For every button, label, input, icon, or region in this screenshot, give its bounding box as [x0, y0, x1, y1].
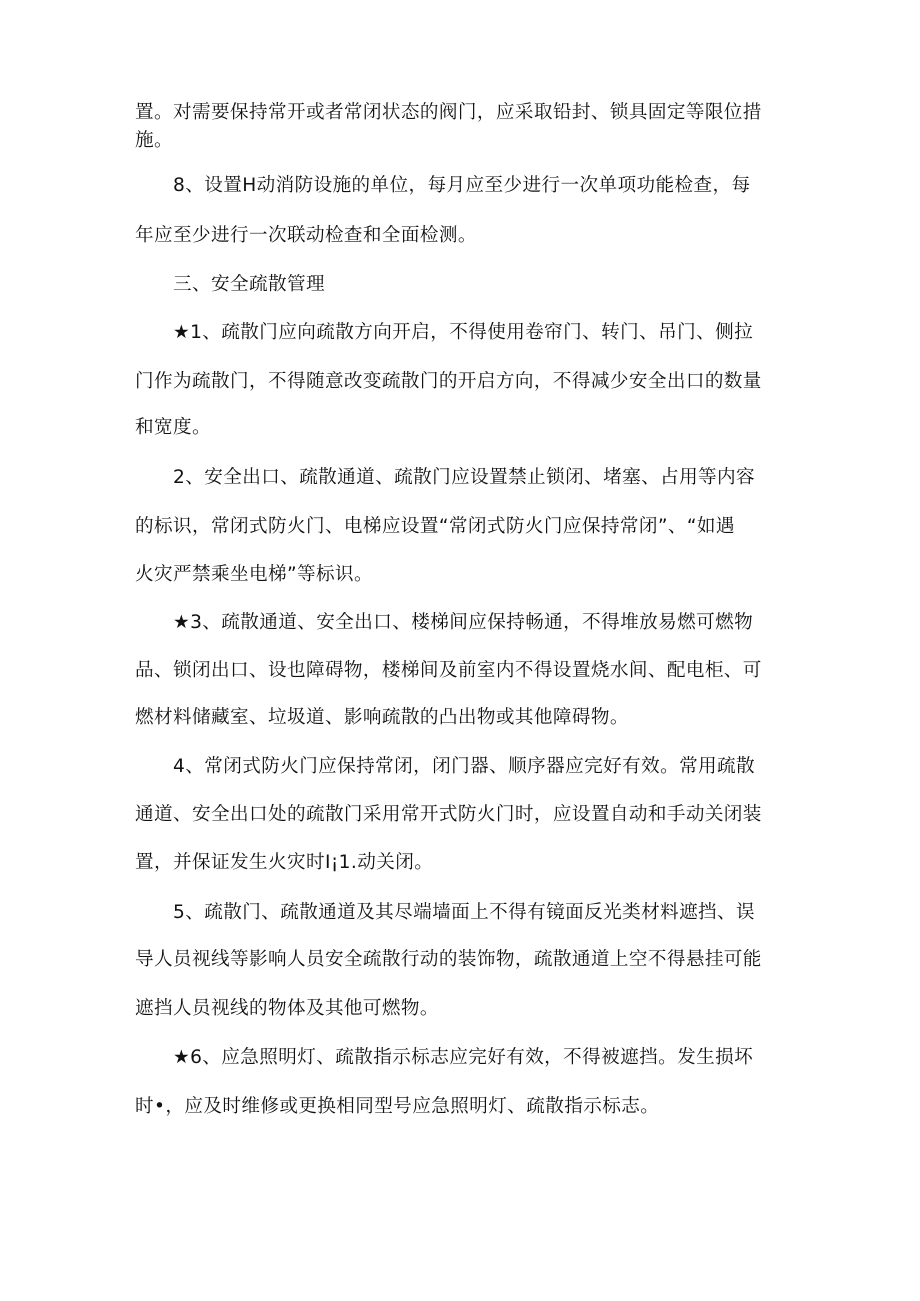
text-line: 燃材料储藏室、垃圾道、影响疏散的凸出物或其他障碍物。: [135, 707, 629, 728]
text-line: 遮挡人员视线的物体及其他可燃物。: [135, 998, 439, 1019]
text-line: 火灾严禁乘坐电梯”等标识。: [135, 564, 373, 585]
paragraph-5-line: 5、疏散门、疏散通道及其尽端墙面上不得有镜面反光类材料遮挡、误: [173, 902, 756, 923]
text-line: 置。对需要保持常开或者常闭状态的阀门，应采取铅封、锁具固定等限位措: [135, 102, 762, 123]
text-line: 置，并保证发生火灾时I¡1.动关闭。: [135, 852, 434, 873]
paragraph-8-line: 8、设置H动消防设施的单位，每月应至少进行一次单项功能检查，每: [173, 175, 751, 196]
text-line: 施。: [135, 130, 173, 151]
text-line: 和宽度。: [135, 417, 211, 438]
paragraph-2-line: 2、安全出口、疏散通道、疏散门应设置禁止锁闭、堵塞、占用等内容: [173, 467, 756, 488]
text-line: 品、锁闭出口、设也障碍物，楼梯间及前室内不得设置烧水间、配电柜、可: [135, 660, 762, 681]
section-heading: 三、安全疏散管理: [173, 274, 325, 295]
paragraph-1-line: ★1、疏散门应向疏散方向开启，不得使用卷帘门、转门、吊门、侧拉: [173, 322, 754, 343]
text-line: 导人员视线等影响人员安全疏散行动的装饰物，疏散通道上空不得悬挂可能: [135, 949, 762, 970]
text-line: 门作为疏散门，不得随意改变疏散门的开启方向，不得减少安全出口的数量: [135, 371, 762, 392]
text-line: 通道、安全出口处的疏散门采用常开式防火门时，应设置自动和手动关闭装: [135, 804, 762, 825]
paragraph-4-line: 4、常闭式防火门应保持常闭，闭门器、顺序器应完好有效。常用疏散: [173, 756, 756, 777]
paragraph-3-line: ★3、疏散通道、安全出口、楼梯间应保持畅通，不得堆放易燃可燃物: [173, 612, 754, 633]
text-line: 时•，应及时维修或更换相同型号应急照明灯、疏散指示标志。: [135, 1096, 660, 1117]
paragraph-6-line: ★6、应急照明灯、疏散指示标志应完好有效，不得被遮挡。发生损坏: [173, 1047, 754, 1068]
text-line: 的标识，常闭式防火门、电梯应设置“常闭式防火门应保持常闭”、“如遇: [135, 516, 735, 537]
text-line: 年应至少进行一次联动检查和全面检测。: [135, 225, 477, 246]
